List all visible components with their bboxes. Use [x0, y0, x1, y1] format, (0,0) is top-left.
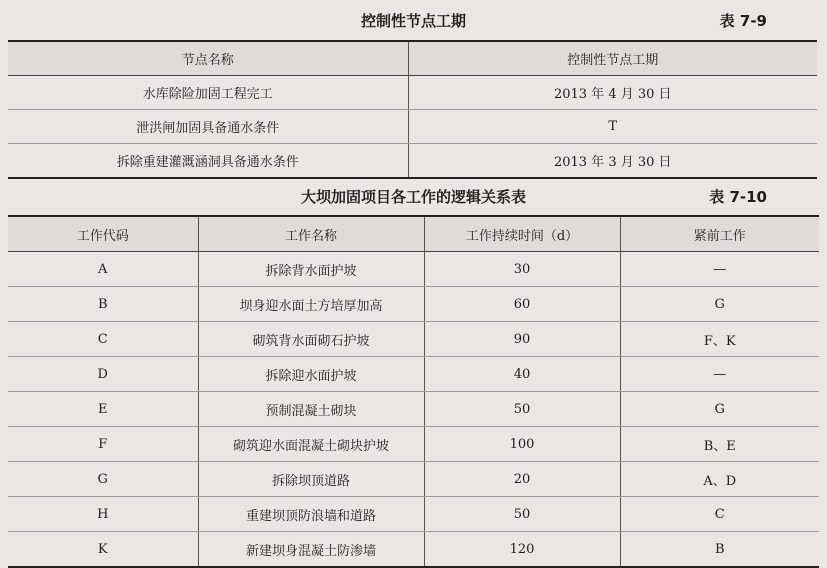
- table2-number: 表 7-10: [709, 188, 767, 206]
- cell-control-duration: T: [408, 110, 817, 144]
- table1-number: 表 7-9: [719, 12, 767, 30]
- cell-work-code: A: [8, 252, 198, 287]
- cell-work-duration: 60: [424, 287, 620, 322]
- table-row: [8, 357, 819, 392]
- cell-work-code: H: [8, 497, 198, 532]
- table1-caption: [0, 8, 827, 34]
- cell-work-duration: 100: [424, 427, 620, 462]
- cell-node-name: 水库除险加固工程完工: [8, 76, 408, 110]
- cell-work-duration: 40: [424, 357, 620, 392]
- table-header-row: [8, 41, 817, 76]
- cell-work-duration: 120: [424, 532, 620, 568]
- cell-work-duration: 90: [424, 322, 620, 357]
- table-row: [8, 497, 819, 532]
- cell-work-duration: 30: [424, 252, 620, 287]
- table1-title: 控制性节点工期: [360, 12, 466, 30]
- cell-work-code: G: [8, 462, 198, 497]
- cell-work-code: B: [8, 287, 198, 322]
- cell-work-code: K: [8, 532, 198, 568]
- table-row: [8, 462, 819, 497]
- cell-predecessor: A、D: [620, 462, 819, 497]
- table-row: [8, 287, 819, 322]
- cell-work-duration: 50: [424, 497, 620, 532]
- cell-work-name: 重建坝顶防浪墙和道路: [198, 497, 424, 532]
- cell-node-name: 拆除重建灌溉涵洞具备通水条件: [8, 144, 408, 179]
- control-node-table: [8, 40, 817, 179]
- cell-predecessor: —: [620, 357, 819, 392]
- header-work-code: 工作代码: [8, 216, 198, 252]
- cell-work-name: 拆除迎水面护坡: [198, 357, 424, 392]
- table-row: [8, 144, 817, 179]
- cell-work-name: 预制混凝土砌块: [198, 392, 424, 427]
- table2-caption: [0, 184, 827, 210]
- table2-title: 大坝加固项目各工作的逻辑关系表: [300, 188, 526, 206]
- cell-work-code: C: [8, 322, 198, 357]
- table-row: [8, 252, 819, 287]
- cell-predecessor: F、K: [620, 322, 819, 357]
- header-predecessor: 紧前工作: [620, 216, 819, 252]
- cell-control-duration: 2013 年 3 月 30 日: [553, 155, 672, 170]
- cell-work-code: D: [8, 357, 198, 392]
- table-row: [8, 392, 819, 427]
- cell-control-duration: 2013 年 4 月 30 日: [408, 76, 817, 110]
- table-row: [8, 110, 817, 144]
- header-node-name: 节点名称: [8, 41, 408, 76]
- cell-predecessor: G: [620, 392, 819, 427]
- cell-work-name: 砌筑背水面砌石护坡: [198, 322, 424, 357]
- cell-node-name: 泄洪闸加固具备通水条件: [8, 110, 408, 144]
- cell-work-name: 坝身迎水面土方培厚加高: [198, 287, 424, 322]
- work-logic-table: [8, 215, 819, 568]
- cell-predecessor: C: [620, 497, 819, 532]
- cell-work-name: 拆除背水面护坡: [198, 252, 424, 287]
- header-work-name: 工作名称: [198, 216, 424, 252]
- cell-predecessor: G: [620, 287, 819, 322]
- cell-work-name: 新建坝身混凝土防渗墙: [198, 532, 424, 568]
- cell-work-name: 砌筑迎水面混凝土砌块护坡: [198, 427, 424, 462]
- cell-work-name: 拆除坝顶道路: [198, 462, 424, 497]
- table-row: [8, 76, 817, 110]
- cell-predecessor: —: [620, 252, 819, 287]
- table-header-row: [8, 216, 819, 252]
- cell-work-code: F: [8, 427, 198, 462]
- cell-work-code: E: [8, 392, 198, 427]
- table-row: [8, 427, 819, 462]
- cell-work-duration: 50: [424, 392, 620, 427]
- table-row: [8, 532, 819, 568]
- header-control-duration: 控制性节点工期: [408, 41, 817, 76]
- header-work-duration: 工作持续时间（d）: [424, 216, 620, 252]
- cell-work-duration: 20: [424, 462, 620, 497]
- cell-predecessor: B、E: [620, 427, 819, 462]
- cell-predecessor: B: [714, 541, 725, 557]
- table-row: [8, 322, 819, 357]
